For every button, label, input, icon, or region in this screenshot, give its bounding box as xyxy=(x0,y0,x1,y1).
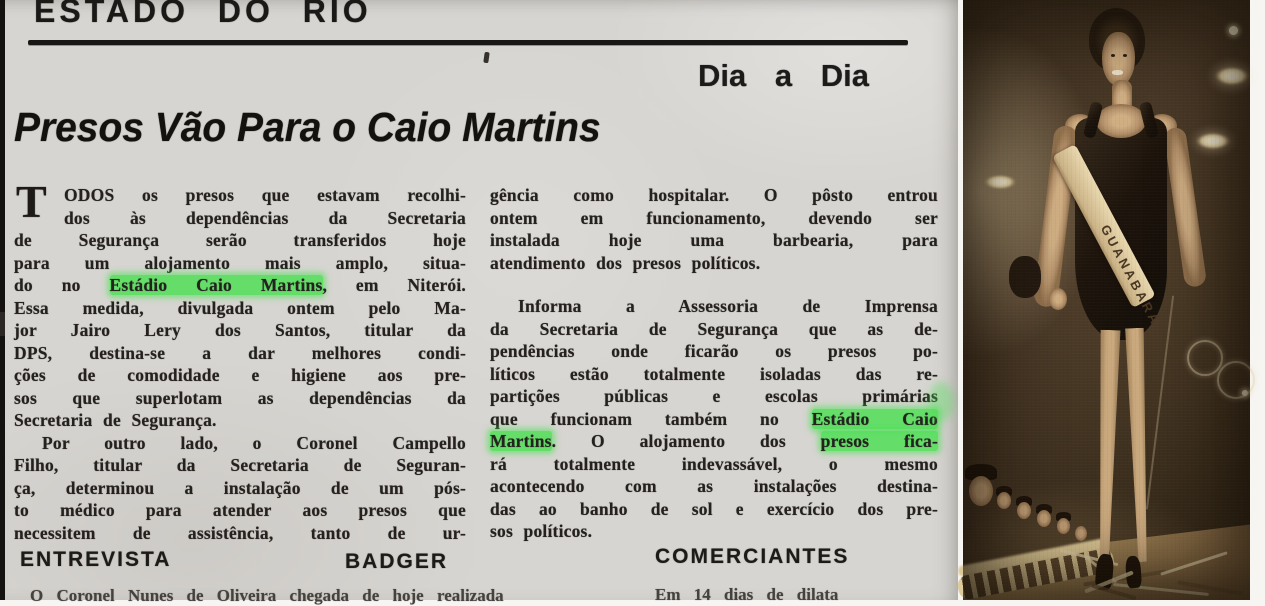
body-text: dos às dependências da Secretaria xyxy=(64,207,466,228)
column-title: Dia a Dia xyxy=(698,58,869,93)
body-text: gência como hospitalar. O pôsto entrou xyxy=(490,185,938,205)
body-line xyxy=(14,207,466,230)
body-line xyxy=(490,184,938,207)
body-text: Informa a Assessoria de Imprensa xyxy=(518,296,938,316)
section-title: ESTADO DO RIO xyxy=(34,0,372,29)
body-text: da Secretaria de Segurança que as de- xyxy=(490,318,938,339)
body-text: líticos estão totalmente isoladas das re- xyxy=(490,363,938,384)
highlighted-text: Estádio Caio xyxy=(811,408,939,429)
body-line xyxy=(14,387,466,410)
body-text: necessitem de assistência, tanto de ur- xyxy=(14,522,466,543)
body-text: jor Jairo Lery dos Santos, titular da xyxy=(14,320,466,340)
body-line xyxy=(490,498,938,521)
body-line xyxy=(490,408,938,431)
body-line xyxy=(490,475,938,498)
body-line xyxy=(14,184,466,207)
body-text: ções de comodidade e higiene aos pre- xyxy=(14,365,466,385)
cutoff-text-left: O Coronel Nunes de Oliveira chegada de hoje realizada xyxy=(30,586,504,605)
highlighted-text: Estádio Caio Martins xyxy=(109,275,323,295)
print-speck xyxy=(483,52,489,64)
masthead-rule xyxy=(28,40,908,45)
cutoff-text-right: Em 14 dias de dilata xyxy=(655,585,839,604)
body-text: partições públicas e escolas primárias xyxy=(490,386,938,406)
body-text: to médico para atender aos presos que xyxy=(14,500,466,520)
body-line xyxy=(490,520,938,543)
body-text: Essa medida, divulgada ontem pelo Ma- xyxy=(14,297,466,318)
body-line xyxy=(490,430,938,453)
body-text: acontecendo com as instalações destina- xyxy=(490,476,938,496)
article-column-1 xyxy=(14,176,466,544)
highlighted-text: Martins xyxy=(490,431,552,451)
body-line xyxy=(490,229,938,252)
body-text: sos políticos. xyxy=(490,521,593,541)
body-line xyxy=(14,229,466,252)
photo-vignette xyxy=(963,0,1250,600)
body-line xyxy=(490,252,938,275)
body-text: ça, determinou a instalação de um pós- xyxy=(14,477,466,498)
kicker-badger: BADGER xyxy=(345,550,449,573)
body-text: , em Niterói. xyxy=(322,275,466,295)
body-text: DPS, destina-se a dar melhores condi- xyxy=(14,342,466,363)
body-line xyxy=(490,318,938,341)
body-text: Por outro lado, o Coronel Campello xyxy=(42,432,466,453)
body-text: do no xyxy=(14,275,110,295)
body-line xyxy=(14,252,466,275)
body-line xyxy=(490,385,938,408)
body-line xyxy=(14,297,466,320)
body-line xyxy=(14,499,466,522)
body-line xyxy=(14,477,466,500)
body-line xyxy=(14,364,466,387)
drop-cap: T xyxy=(16,176,47,227)
body-line xyxy=(490,340,938,363)
body-text: das ao banho de sol e exercício dos pre- xyxy=(490,498,938,519)
body-text: de Segurança serão transferidos hoje xyxy=(14,230,466,250)
kicker-entrevista: ENTREVISTA xyxy=(20,548,172,571)
body-text: que funcionam também no xyxy=(490,408,812,429)
body-line xyxy=(14,319,466,342)
article-headline: Presos Vão Para o Caio Martins xyxy=(14,104,601,150)
body-line xyxy=(490,363,938,386)
body-line xyxy=(14,454,466,477)
body-text: . O alojamento dos xyxy=(551,431,821,451)
body-line xyxy=(14,432,466,455)
body-text: ODOS os presos que estavam recolhi- xyxy=(64,185,466,205)
pageant-photo xyxy=(963,0,1250,600)
body-text: ontem em funcionamento, devendo ser xyxy=(490,207,938,228)
kicker-comerciantes: COMERCIANTES xyxy=(655,545,850,568)
highlighted-text: presos fica- xyxy=(820,431,938,451)
body-line xyxy=(490,207,938,230)
body-text: para um alojamento mais amplo, situa- xyxy=(14,252,466,273)
scan-edge-bar xyxy=(0,0,5,600)
body-text: Filho, titular da Secretaria de Seguran- xyxy=(14,455,466,475)
body-line xyxy=(14,342,466,365)
body-line xyxy=(14,522,466,545)
body-line xyxy=(14,274,466,297)
article-column-2 xyxy=(490,184,938,543)
body-text: instalada hoje uma barbearia, para xyxy=(490,230,938,250)
highlight-smudge xyxy=(928,382,954,422)
body-text: pendências onde ficarão os presos po- xyxy=(490,341,938,361)
body-text: atendimento dos presos políticos. xyxy=(490,252,761,273)
body-line xyxy=(490,453,938,476)
body-text: rá totalmente indevassável, o mesmo xyxy=(490,453,938,474)
body-line xyxy=(490,295,938,318)
body-text: sos que superlotam as dependências da xyxy=(14,387,466,408)
body-line xyxy=(14,409,466,432)
body-text: Secretaria de Segurança. xyxy=(14,410,217,430)
